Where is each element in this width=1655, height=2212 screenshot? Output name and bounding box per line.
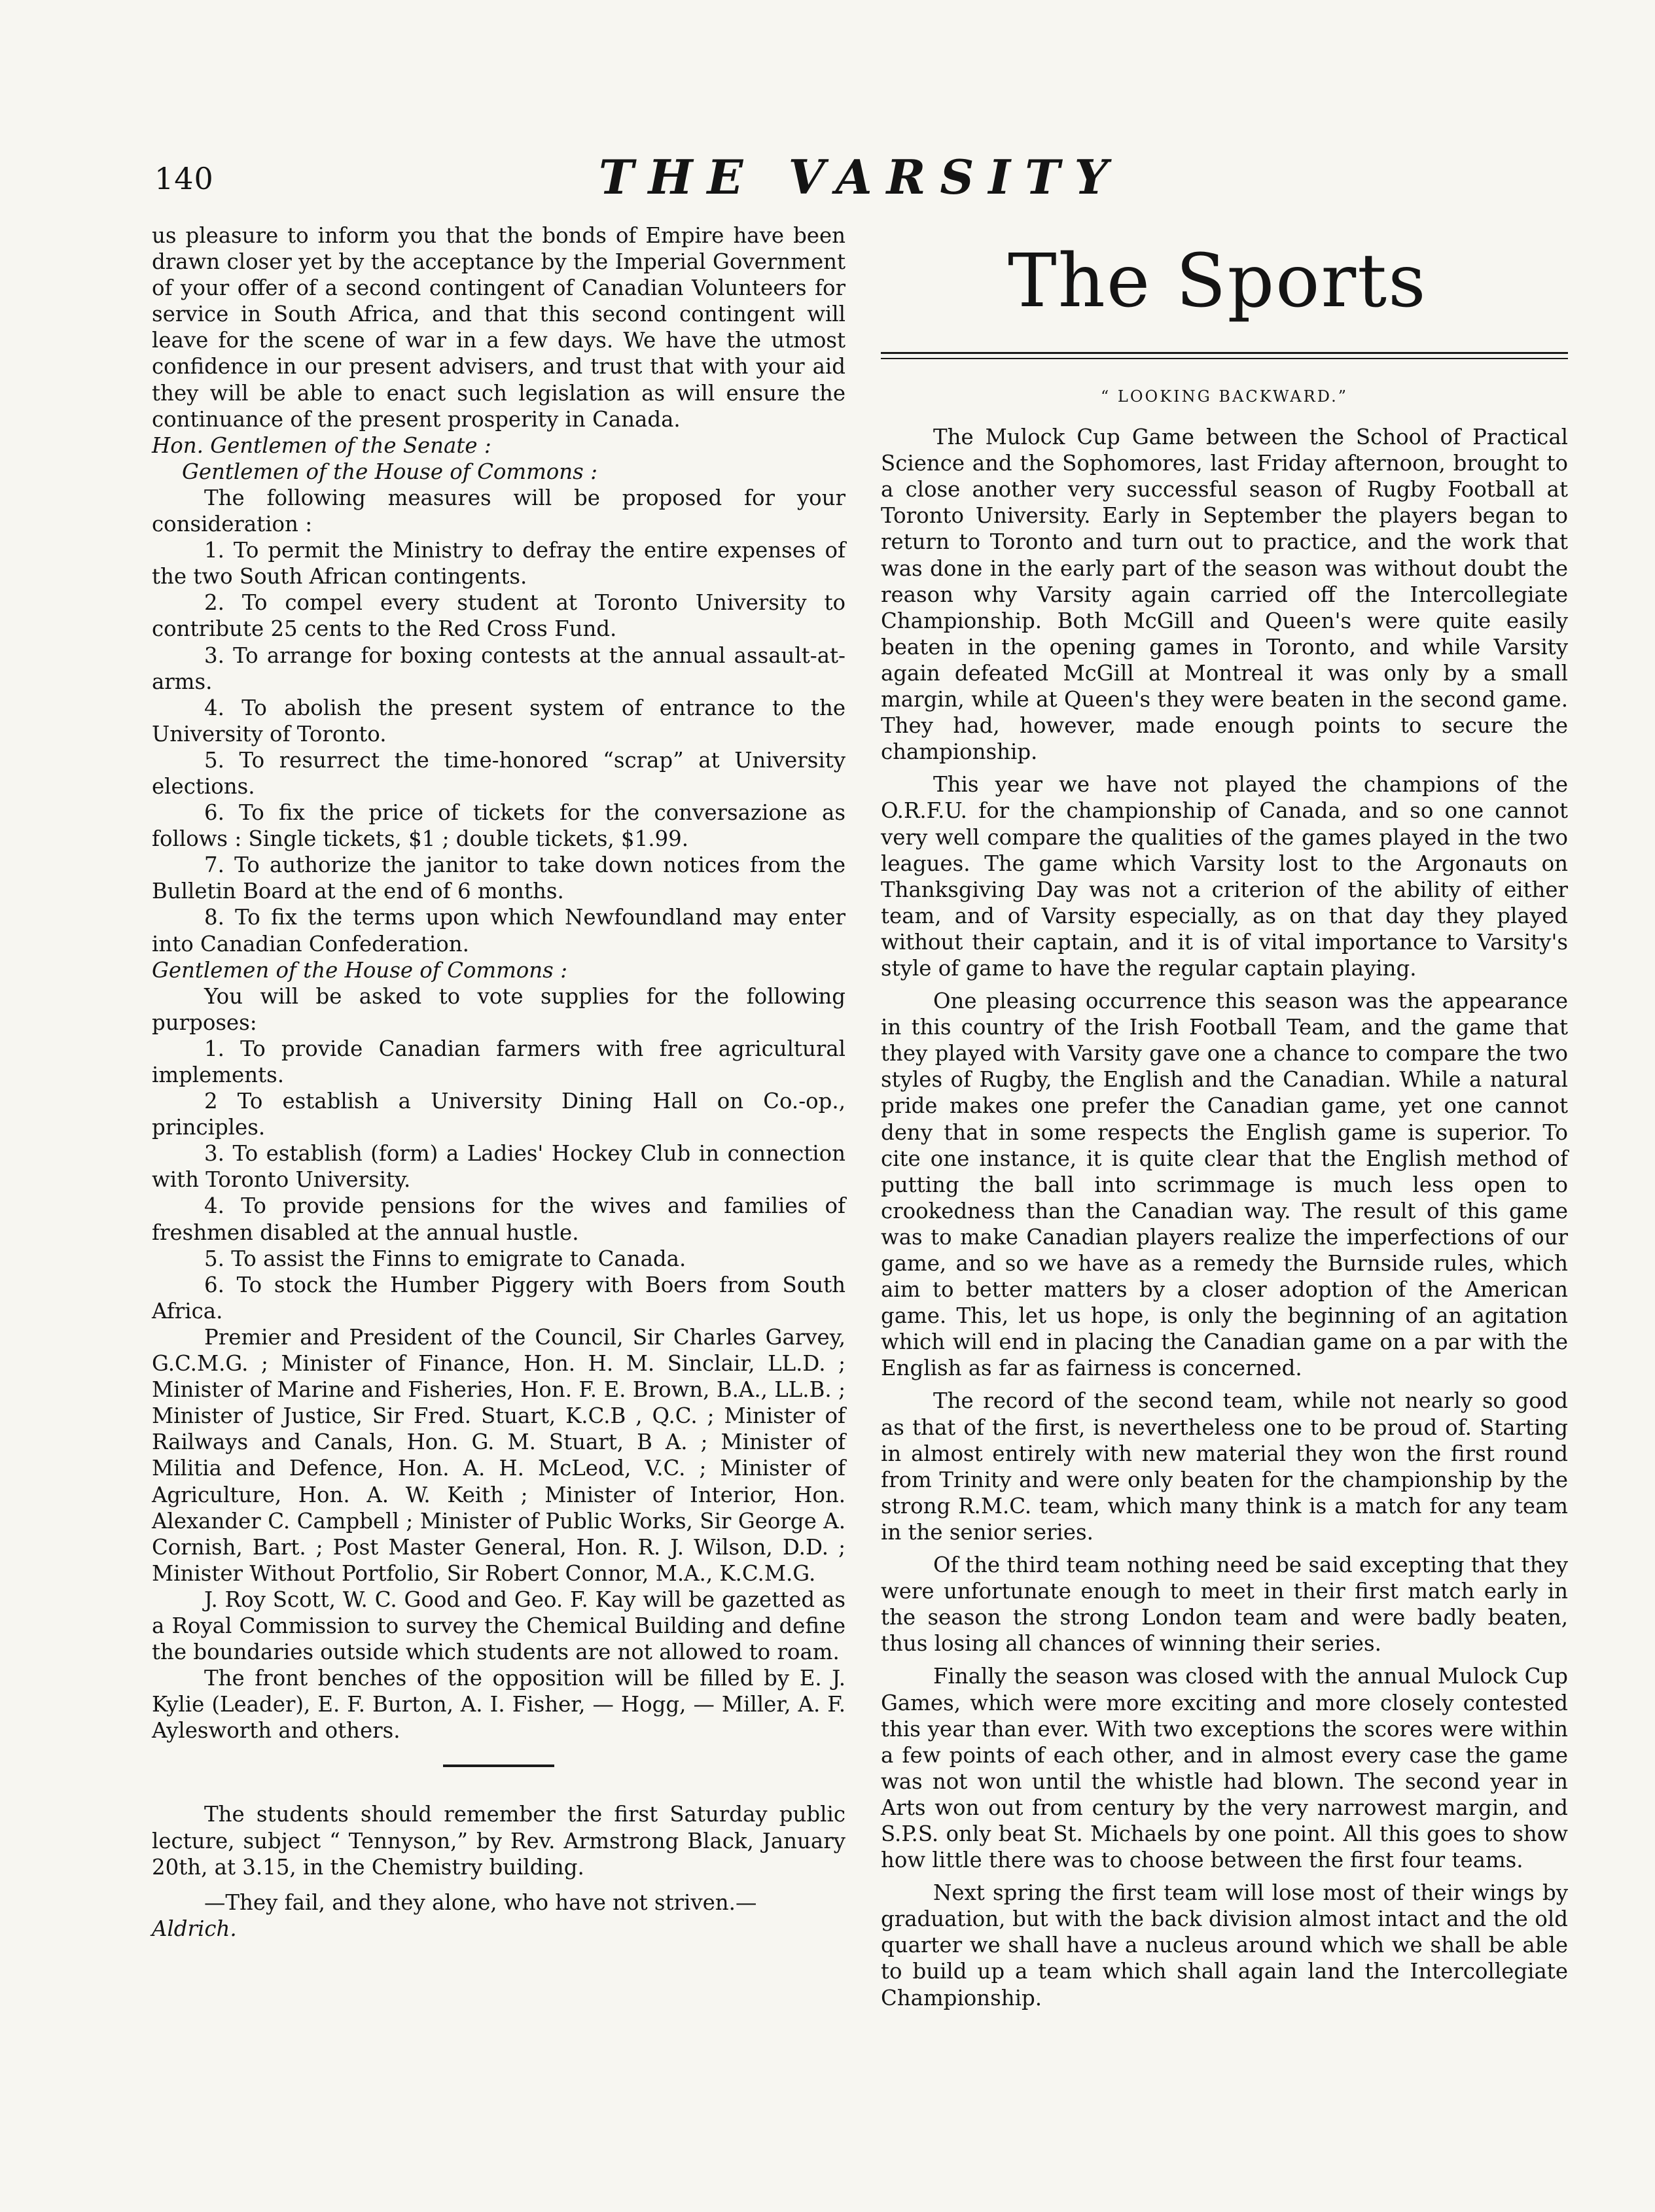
article-paragraph: Next spring the first team will lose most of their wings by graduation, but with the back division almost intact and the old quarter we shall have a nucleus around which we shall be able to build up a team which shall again land the Intercollegiate Championship.: [881, 1880, 1568, 2010]
heading-commons-2: Gentlemen of the House of Commons :: [152, 957, 568, 983]
article-subhead: “ LOOKING BACKWARD.”: [1101, 387, 1348, 406]
supply-item: 5. To assist the Finns to emigrate to Canada.: [204, 1246, 686, 1271]
measure-item: 4. To abolish the present system of entrance to the University of Toronto.: [152, 695, 845, 746]
supplies-intro: You will be asked to vote supplies for the following purposes:: [152, 983, 845, 1035]
left-column: [152, 222, 845, 1942]
supply-item: 3. To establish (form) a Ladies' Hockey Club in connection with Toronto University.: [152, 1141, 845, 1193]
right-column: [881, 383, 1568, 2011]
commission-paragraph: J. Roy Scott, W. C. Good and Geo. F. Kay will be gazetted as a Royal Commission to survey the Chemical Building and define the boundaries outside which students are not allowed to roam.: [152, 1587, 845, 1665]
measure-item: 5. To resurrect the time-honored “scrap” at University elections.: [152, 747, 845, 799]
article-paragraph: The Mulock Cup Game between the School of Practical Science and the Sophomores, last Friday afternoon, brought to a close another very successful season of Rugby Football at Toronto University. Early in September the players began to return to Toronto and turn out to practice, and the work that was done in the early part of the season was without doubt the reason why Varsity again carried off the Intercollegiate Championship. Both McGill and Queen's were quite easily beaten in the opening games in Toronto, and while Varsity again defeated McGill at Montreal it was only by a small margin, while at Queen's they were beaten in the second game. They had, however, made enough points to secure the championship.: [881, 425, 1568, 765]
opposition-paragraph: The front benches of the opposition will be filled by E. J. Kylie (Leader), E. F. Burton, A. I. Fisher, — Hogg, — Miller, A. F. Aylesworth and others.: [152, 1666, 845, 1744]
supply-item: 1. To provide Canadian farmers with free agricultural implements.: [152, 1036, 845, 1087]
cabinet-paragraph: Premier and President of the Council, Sir Charles Garvey, G.C.M.G. ; Minister of Finance, Hon. H. M. Sinclair, LL.D. ; Minister of Marine and Fisheries, Hon. F. E. Brown, B.A., LL.B. ; Minister of Justice, Sir Fred. Stuart, K.C.B , Q.C. ; Minister of Railways and Canals, Hon. G. M. Stuart, B A. ; Minister of Militia and Defence, Hon. A. H. McLeod, V.C. ; Minister of Agriculture, Hon. A. W. Keith ; Minister of Interior, Hon. Alexander C. Campbell ; Minister of Public Works, Sir George A. Cornish, Bart. ; Post Master General, Hon. R. J. Wilson, D.D. ; Minister Without Portfolio, Sir Robert Connor, M.A., K.C.M.G.: [152, 1324, 845, 1586]
article-paragraph: Of the third team nothing need be said excepting that they were unfortunate enough to meet in their first match early in the season the strong London team and were badly beaten, thus losing all chances of winning their series.: [881, 1553, 1568, 1657]
lecture-notice: The students should remember the first Saturday public lecture, subject “ Tennyson,” by Rev. Armstrong Black, January 20th, at 3.15, in the Chemistry building.: [152, 1802, 845, 1880]
supply-item: 4. To provide pensions for the wives and families of freshmen disabled at the annual hustle.: [152, 1193, 845, 1245]
measure-item: 3. To arrange for boxing contests at the annual assault-at-arms.: [152, 642, 845, 694]
measures-intro: The following measures will be proposed for your consideration :: [152, 485, 845, 537]
quote-author: Aldrich.: [152, 1916, 237, 1941]
heading-commons: Gentlemen of the House of Commons :: [182, 459, 598, 484]
supply-item: 6. To stock the Humber Piggery with Boers from South Africa.: [152, 1272, 845, 1324]
measure-item: 1. To permit the Ministry to defray the entire expenses of the two South African contingents.: [152, 538, 845, 589]
measure-item: 2. To compel every student at Toronto University to contribute 25 cents to the Red Cross Fund.: [152, 590, 845, 642]
article-paragraph: One pleasing occurrence this season was the appearance in this country of the Irish Football Team, and the game that they played with Varsity gave one a chance to compare the two styles of Rugby, the English and the Canadian. While a natural pride makes one prefer the Canadian game, yet one cannot deny that in some respects the English game is superior. To cite one instance, it is quite clear that the English method of putting the ball into scrimmage is much less open to crookedness than the Canadian way. The result of this game was to make Canadian players realize the imperfections of our game, and so we have as a remedy the Burnside rules, which aim to better matters by a closer adoption of the American game. This, let us hope, is only the beginning of an agitation which will end in placing the Canadian game on a par with the English as far as fairness is concerned.: [881, 989, 1568, 1381]
opening-paragraph: us pleasure to inform you that the bonds of Empire have been drawn closer yet by the acceptance by the Imperial Government of your offer of a second contingent of Canadian Volunteers for service in South Africa, and that this second contingent will leave for the scene of war in a few days. We have the utmost confidence in our present advisers, and trust that with your aid they will be able to enact such legislation as will ensure the continuance of the present prosperity in Canada.: [152, 223, 845, 432]
measure-item: 6. To fix the price of tickets for the conversazione as follows : Single tickets, $1 ; double tickets, $1.99.: [152, 800, 845, 852]
supply-item: 2 To establish a University Dining Hall on Co.-op., principles.: [152, 1089, 845, 1140]
section-divider: [443, 1764, 554, 1767]
measure-item: 8. To fix the terms upon which Newfoundland may enter into Canadian Confederation.: [152, 905, 845, 957]
article-paragraph: This year we have not played the champions of the O.R.F.U. for the championship of Canada, and so one cannot very well compare the qualities of the games played in the two leagues. The game which Varsity lost to the Argonauts on Thanksgiving Day was not a criterion of the ability of either team, and of Varsity especially, as on that day they played without their captain, and it is of vital importance to Varsity's style of game to have the regular captain playing.: [881, 772, 1568, 981]
sports-section-title: The Sports: [1008, 239, 1427, 324]
masthead-title: THE VARSITY: [598, 149, 1123, 205]
article-paragraph: Finally the season was closed with the annual Mulock Cup Games, which were more exciting and more closely contested this year than ever. With two exceptions the scores were within a few points of each other, and in almost every case the game was not won until the whistle had blown. The second year in Arts won out from century by the very narrowest margin, and S.P.S. only beat St. Michaels by one point. All this goes to show how little there was to choose between the first four teams.: [881, 1664, 1568, 1873]
measure-item: 7. To authorize the janitor to take down notices from the Bulletin Board at the end of 6 months.: [152, 852, 845, 904]
page-number: 140: [154, 161, 214, 196]
quote: —They fail, and they alone, who have not striven.—: [204, 1889, 757, 1915]
heading-senate: Hon. Gentlemen of the Senate :: [152, 432, 491, 458]
sports-title-rule: [881, 352, 1568, 359]
article-paragraph: The record of the second team, while not nearly so good as that of the first, is nevertheless one to be proud of. Starting in almost entirely with new material they won the first round from Trinity and were only beaten for the championship by the strong R.M.C. team, which many think is a match for any team in the senior series.: [881, 1388, 1568, 1545]
